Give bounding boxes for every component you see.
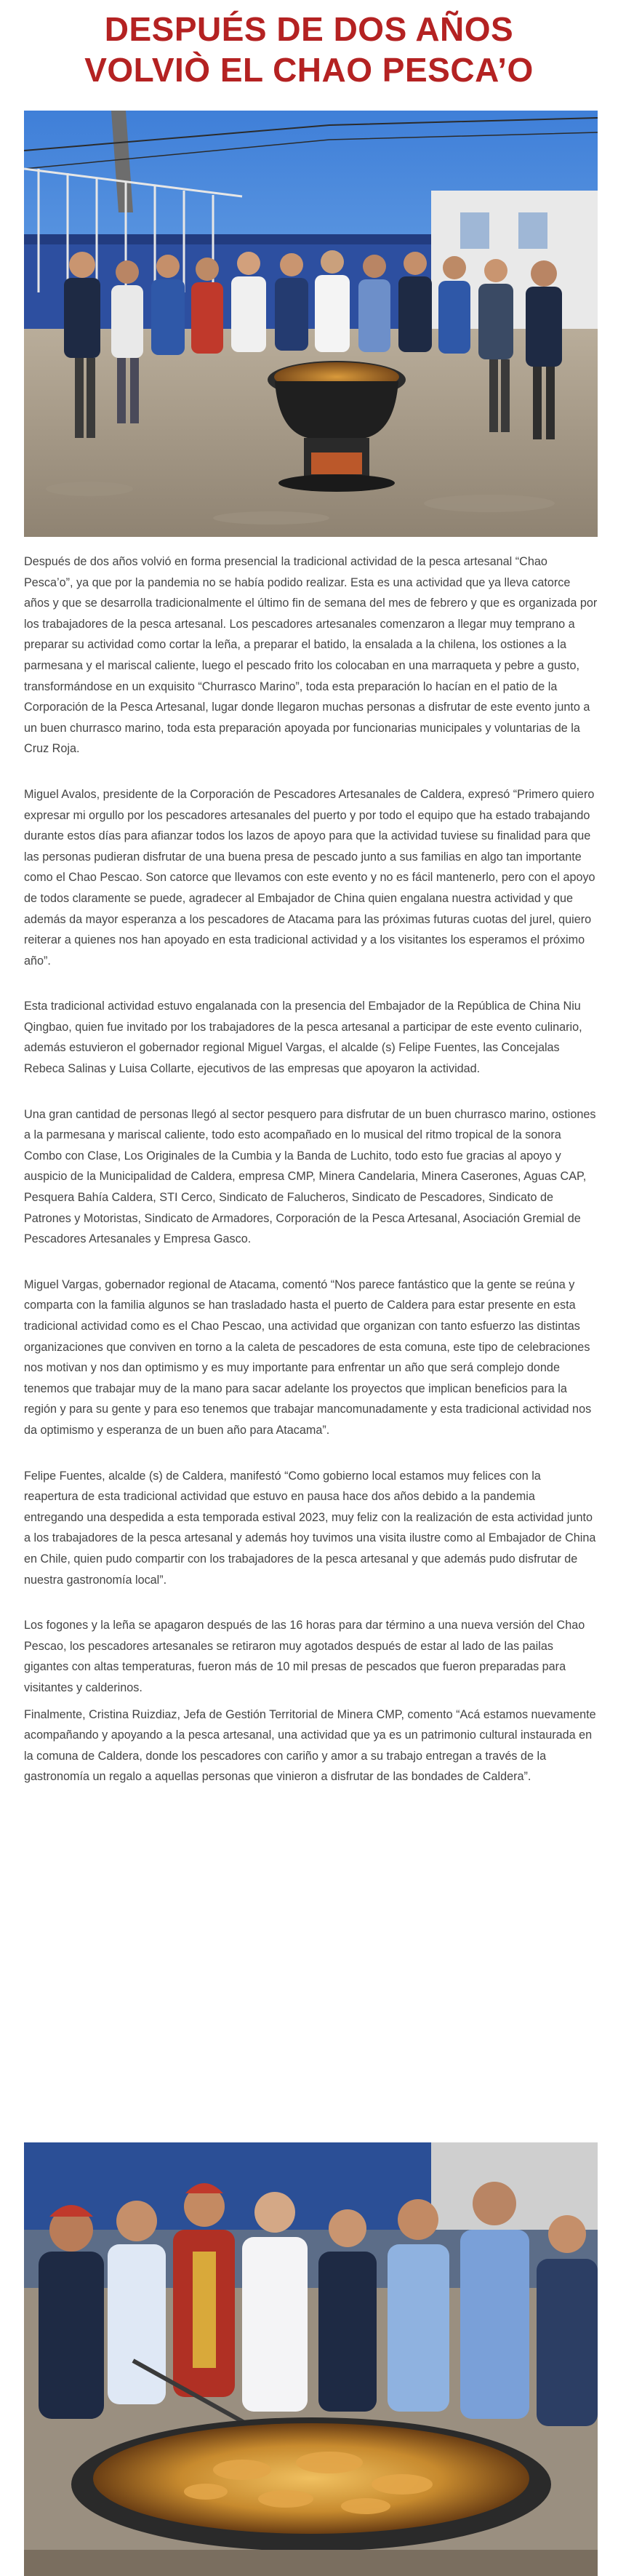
article-paragraph-7: Los fogones y la leña se apagaron después de las 16 horas para dar término a una nueva versión del Chao Pescao, los pescadores artesanales se retiraron muy agotados después de estar al lado de las pailas gigantes con altas temperaturas, fueron más de 10 mil presas de pescados que fueron preparadas para visitantes y calderinos.: [24, 1619, 585, 1694]
article-paragraph-8: Finalmente, Cristina Ruizdiaz, Jefa de Gestión Territorial de Minera CMP, comento “Acá estamos nuevamente acompañando y apoyando a la pesca artesanal, una actividad que ya es un patrimonio cultural instaurada en la comuna de Caldera, donde los pescadores con cariño y amor a su trabajo entregan a través de la gastronomía un regalo a aquellas personas que vinieron a disfrutar de las bondades de Caldera”.: [24, 1707, 596, 1784]
title-line-1: DESPUÉS DE DOS AÑOS: [104, 10, 514, 48]
article-paragraph-1: Después de dos años volvió en forma presencial la tradicional actividad de la pesca artesanal “Chao Pesca’o”, ya que por la pandemia no se había podido realizar. Esta es una actividad que ya lleva catorce años y que se desarrolla tradicionalmente el último fin de semana del mes de febrero y que es organizada por los trabajadores de la pesca artesanal. Los pescadores artesanales comenzaron a llegar muy temprano a preparar su actividad como cortar la leña, a preparar el batido, la ensalada a la chilena, los ostiones a la parmesana y el mariscal caliente, luego el pescado frito los colocaban en una marraqueta y pebre a gusto, transformándose en un exquisito “Churrasco Marino”, toda esta preparación lo hacían en el patio de la Corporación de la Pesca Artesanal, lugar donde llegaron muchas personas a disfrutar de este evento junto a un buen churrasco marino, toda esta preparación apoyada por funcionarias municipales y voluntarias de la Cruz Roja.: [24, 555, 598, 756]
event-group-photo: [24, 111, 598, 537]
article-paragraph-4: Una gran cantidad de personas llegó al sector pesquero para disfrutar de un buen churrasco marino, ostiones a la parmesana y mariscal caliente, todo esto acompañado en lo musical del ritmo tropical de la sonora Combo con Clase, Los Originales de la Cumbia y la Banda de Luchito, todo esto fue gracias al apoyo y auspicio de la Municipalidad de Caldera, empresa CMP, Minera Candelaria, Minera Caserones, Aguas CAP, Pesquera Bahía Caldera, STI Cerco, Sindicato de Falucheros, Sindicato de Pescadores, Sindicato de Patrones y Motoristas, Sindicato de Armadores, Corporación de la Pesca Artesanal, Asociación Gremial de Pescadores Artesanales y Empresa Gasco.: [24, 1107, 596, 1246]
article-paragraph-5: Miguel Vargas, gobernador regional de Atacama, comentó “Nos parece fantástico que la gente se reúna y comparta con la familia algunos se han trasladado hasta el puerto de Caldera para estar presente en esta tradicional actividad como es el Chao Pescao, una actividad que organizan con tanto esfuerzo las distintas organizaciones que conviven en torno a la caleta de pescadores de esta comuna, este tipo de celebraciones nos motivan y nos dan optimismo y es muy importante para enfrentar un año que será complejo donde tenemos que trabajar muy de la mano para sacar adelante los proyectos que implican beneficios para la región y para su gente y para eso tenemos que trabajar mancomunadamente y esta tradicional actividad nos da optimismo y esperanza de un buen año para Atacama”.: [24, 1277, 592, 1437]
ambassador-cooking-photo: [24, 2142, 598, 2576]
article-paragraph-2: Miguel Avalos, presidente de la Corporación de Pescadores Artesanales de Caldera, expresó “Primero quiero expresar mi orgullo por los pescadores artesanales del puerto y por todo el equipo que ha estado trabajando durante estos días para afianzar todos los lazos de apoyo para que la actividad tuviese su finalidad para que las personas pudieran disfrutar de una buena presa de pescado junto a sus familias en algo tan importante como el Chao Pescao. Son catorce que llevamos con este evento y no es fácil mantenerlo, pero con el apoyo de todos claramente se puede, agradecer al Embajador de China quien engalana nuestra actividad y que además da mayor esperanza a los pescadores de Atacama para las próximas futuras cuotas del jurel, quiero reiterar a quienes nos han apoyado en esta tradicional actividad y a los visitantes los esperamos el próximo año”.: [24, 787, 595, 968]
article-paragraph-3: Esta tradicional actividad estuvo engalanada con la presencia del Embajador de la República de China Niu Qingbao, quien fue invitado por los trabajadores de la pesca artesanal a participar de este evento culinario, además estuvieron el gobernador regional Miguel Vargas, el alcalde (s) Felipe Fuentes, las Concejalas Rebeca Salinas y Luisa Collarte, ejecutivos de las empresas que apoyaron la actividad.: [24, 1000, 582, 1076]
title-line-2: VOLVIÒ EL CHAO PESCA’O: [84, 51, 534, 89]
article-body: [24, 551, 598, 1793]
ambassador-cooking-photo-illustration: [24, 2142, 598, 2576]
event-group-photo-illustration: [24, 111, 598, 537]
article-paragraph-6: Felipe Fuentes, alcalde (s) de Caldera, manifestó “Como gobierno local estamos muy felices con la reapertura de esta tradicional actividad que estuvo en pausa hace dos años debido a la pandemia entregando una despedida a esta temporada estival 2023, muy feliz con la realización de esta actividad junto a los trabajadores de la pesca artesanal y además hoy tuvimos una visita ilustre como al Embajador de China en Chile, quien pudo compartir con los trabajadores de la pesca artesanal y que además pudo disfrutar de nuestra gastronomía local”.: [24, 1469, 596, 1587]
page-title: [0, 9, 618, 90]
